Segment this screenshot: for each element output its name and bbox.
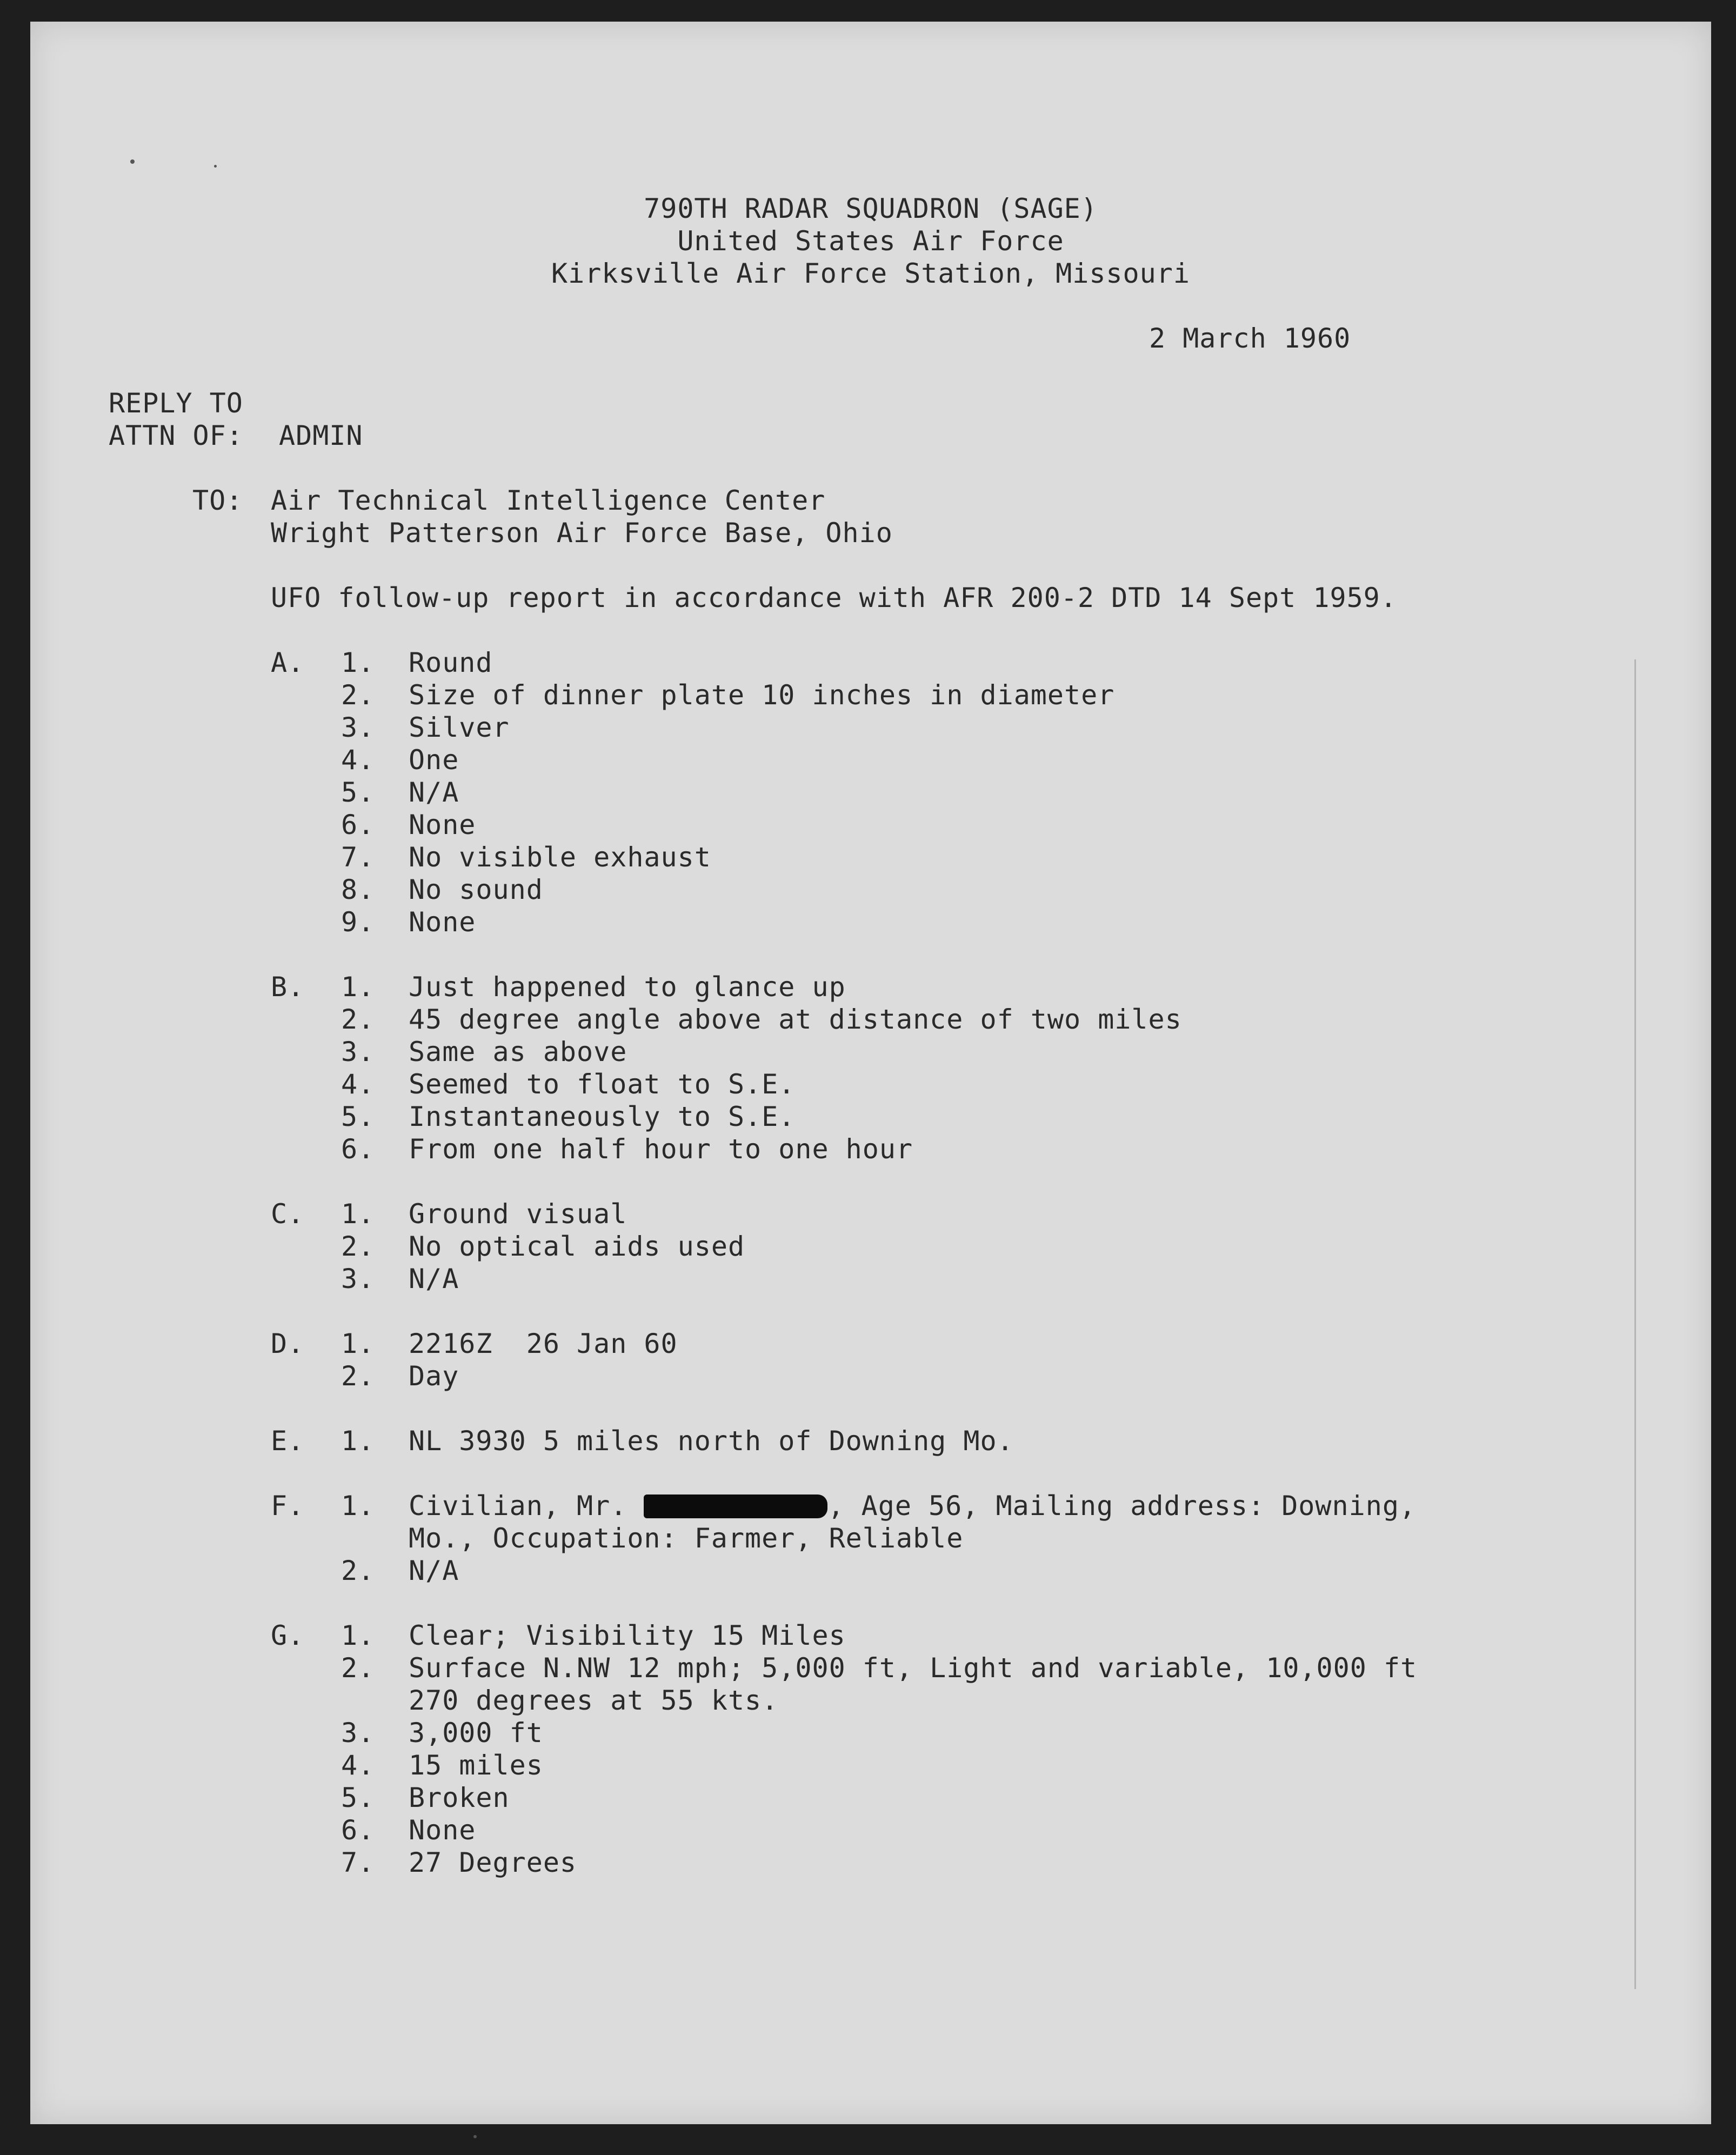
section-label: F. [271,1490,305,1522]
item-number: 1. [341,1328,375,1359]
item-text: Round [409,647,493,678]
item-text: Silver [409,712,510,743]
witness-text-after: , Age 56, Mailing address: Downing, [827,1490,1417,1522]
letterhead-line-1: 790TH RADAR SQUADRON (SAGE) [644,193,1098,224]
item-text-continued: 270 degrees at 55 kts. [409,1685,779,1716]
section-label: D. [271,1328,305,1359]
paper-speck [130,159,135,164]
section-label: G. [271,1620,305,1651]
item-text: None [409,809,476,840]
item-number: 6. [341,1814,375,1846]
to-line-2: Wright Patterson Air Force Base, Ohio [271,517,893,549]
item-number: 3. [341,1036,375,1068]
section-label: E. [271,1425,305,1457]
item-text: No visible exhaust [409,842,711,873]
item-text: Instantaneously to S.E. [409,1101,796,1132]
letterhead-line-3: Kirksville Air Force Station, Missouri [551,258,1190,289]
item-number: 9. [341,906,375,938]
item-text: 15 miles [409,1750,543,1781]
item-number: 5. [341,1101,375,1132]
item-text: N/A [409,777,459,808]
item-text: Same as above [409,1036,627,1068]
item-number: 2. [341,679,375,711]
item-number: 1. [341,647,375,678]
item-number: 7. [341,1847,375,1878]
item-text: From one half hour to one hour [409,1133,913,1165]
item-text: Surface N.NW 12 mph; 5,000 ft, Light and variable, 10,000 ft [409,1652,1418,1684]
item-number: 1. [341,1198,375,1230]
item-number: 4. [341,1069,375,1100]
item-text: N/A [409,1263,459,1295]
to-line-1: Air Technical Intelligence Center [271,485,826,516]
item-number: 1. [341,1490,375,1522]
reply-to-label: REPLY TO [109,388,243,419]
item-text: NL 3930 5 miles north of Downing Mo. [409,1425,1014,1457]
subject-line: UFO follow-up report in accordance with AFR 200-2 DTD 14 Sept 1959. [271,582,1397,613]
item-text-continued: Mo., Occupation: Farmer, Reliable [409,1523,964,1554]
witness-text-before: Civilian, Mr. [409,1490,644,1522]
item-text: None [409,906,476,938]
item-text: Day [409,1360,459,1392]
item-number: 1. [341,971,375,1003]
item-number: 5. [341,1782,375,1813]
item-number: 4. [341,1750,375,1781]
item-text: 3,000 ft [409,1717,543,1749]
letterhead-line-2: United States Air Force [677,225,1064,257]
paper-speck [214,165,217,168]
item-number: 2. [341,1360,375,1392]
item-text: One [409,744,459,776]
item-number: 7. [341,842,375,873]
to-label: TO: [192,485,243,516]
document-page [30,22,1711,2124]
item-text: 27 Degrees [409,1847,577,1878]
item-number: 3. [341,1263,375,1295]
page-edge-line [1634,659,1636,1989]
document-date: 2 March 1960 [1149,323,1351,354]
item-text: No optical aids used [409,1231,745,1262]
item-number: 2. [341,1231,375,1262]
item-number: 6. [341,809,375,840]
item-number: 2. [341,1652,375,1684]
item-number: 2. [341,1555,375,1586]
paper-speck [473,2135,477,2138]
item-number: 2. [341,1004,375,1035]
item-text: 2216Z 26 Jan 60 [409,1328,678,1359]
item-text: Clear; Visibility 15 Miles [409,1620,846,1651]
item-text: No sound [409,874,543,905]
item-number: 1. [341,1620,375,1651]
item-text: Just happened to glance up [409,971,846,1003]
witness-line [409,1490,1416,1522]
item-number: 4. [341,744,375,776]
item-number: 3. [341,712,375,743]
item-text: Size of dinner plate 10 inches in diameter [409,679,1115,711]
item-text: Seemed to float to S.E. [409,1069,796,1100]
item-text: N/A [409,1555,459,1586]
item-text: Broken [409,1782,510,1813]
item-number: 8. [341,874,375,905]
attn-of-value: ADMIN [279,420,363,451]
item-text: Ground visual [409,1198,627,1230]
item-number: 3. [341,1717,375,1749]
section-label: A. [271,647,305,678]
item-number: 1. [341,1425,375,1457]
item-text: 45 degree angle above at distance of two miles [409,1004,1182,1035]
attn-of-label: ATTN OF: [109,420,243,451]
item-number: 5. [341,777,375,808]
section-label: B. [271,971,305,1003]
redacted-name-block [644,1495,827,1518]
item-text: None [409,1814,476,1846]
item-number: 6. [341,1133,375,1165]
section-label: C. [271,1198,305,1230]
